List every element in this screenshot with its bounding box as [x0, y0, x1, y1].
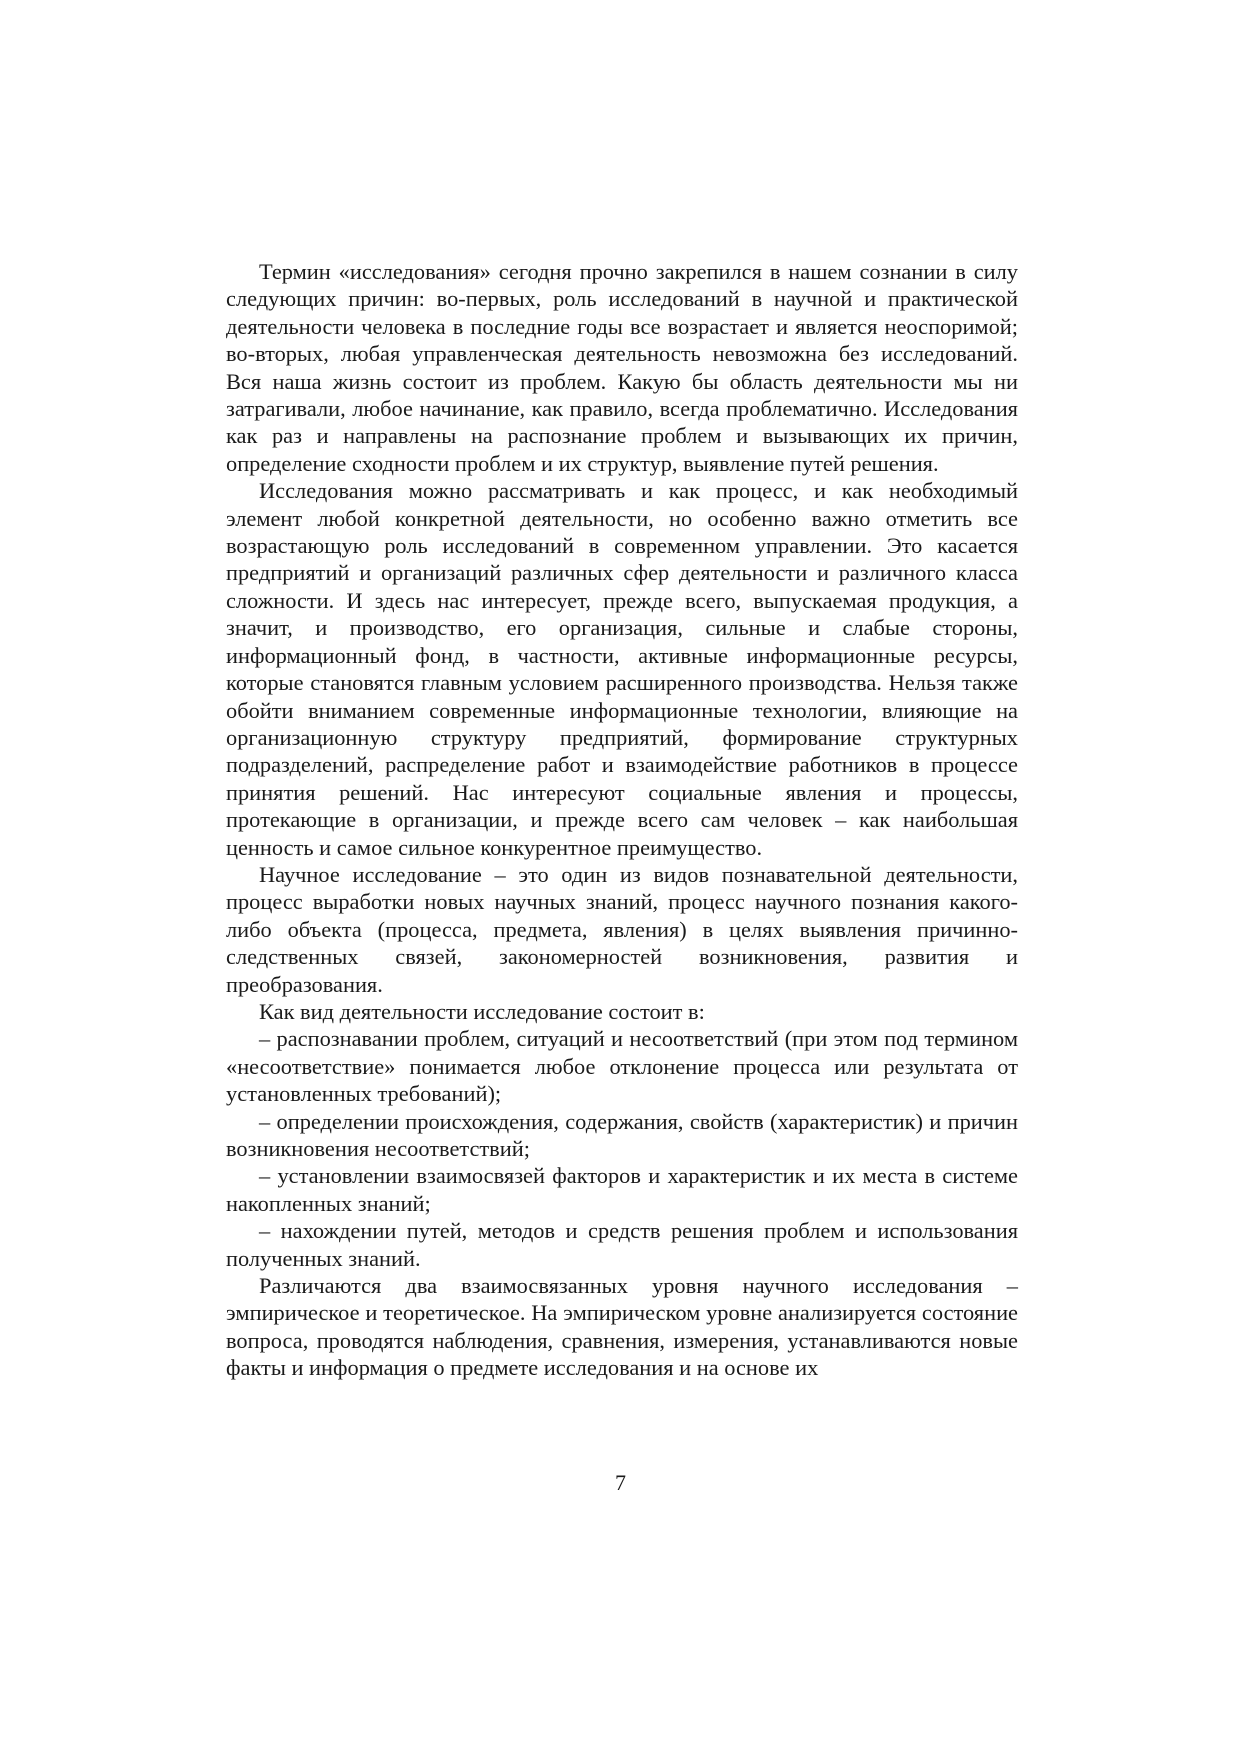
page-body [226, 258, 1018, 1382]
list-item-recognition: – распознавании проблем, ситуаций и несоответствий (при этом под термином «несоответствие» понимается любое отклонение процесса или результата от установленных требований); [226, 1026, 1018, 1107]
list-item-relationships: – установлении взаимосвязей факторов и характеристик и их места в системе накопленных знаний; [226, 1163, 1018, 1216]
paragraph-activity-intro: Как вид деятельности исследование состоит в: [259, 998, 705, 1024]
paragraph-research-term: Термин «исследования» сегодня прочно закрепился в нашем сознании в силу следующих причин: во-первых, роль исследований в научной и практической деятельности человека в последние годы все возрастает и является неоспоримой; во-вторых, любая управленческая деятельность невозможна без исследований. Вся наша жизнь состоит из проблем. Какую бы область деятельности мы ни затрагивали, любое начинание, как правило, всегда проблематично. Исследования как раз и направлены на распознание проблем и вызывающих их причин, определение сходности проблем и их структур, выявление путей решения. [226, 259, 1018, 476]
paragraph-research-process: Исследования можно рассматривать и как процесс, и как необходимый элемент любой конкретной деятельности, но особенно важно отметить все возрастающую роль исследований в современном управлении. Это касается предприятий и организаций различных сфер деятельности и различного класса сложности. И здесь нас интересует, прежде всего, выпускаемая продукция, а значит, и производство, его организация, сильные и слабые стороны, информационный фонд, в частности, активные информационные ресурсы, которые становятся главным условием расширенного производства. Нельзя также обойти вниманием современные информационные технологии, влияющие на организационную структуру предприятий, формирование структурных подразделений, распределение работ и взаимодействие работников в процессе принятия решений. Нас интересуют социальные явления и процессы, протекающие в организации, и прежде всего сам человек – как наибольшая ценность и самое сильное конкурентное преимущество. [226, 478, 1018, 860]
list-item-definition: – определении происхождения, содержания, свойств (характеристик) и причин возникновения несоответствий; [226, 1108, 1018, 1161]
list-item-solutions: – нахождении путей, методов и средств решения проблем и использования полученных знаний. [226, 1218, 1018, 1271]
paragraph-research-levels: Различаются два взаимосвязанных уровня научного исследования – эмпирическое и теоретическое. На эмпирическом уровне анализируется состояние вопроса, проводятся наблюдения, сравнения, измерения, устанавливаются новые факты и информация о предмете исследования и на основе их [226, 1273, 1018, 1381]
page-number: 7 [615, 1470, 626, 1495]
paragraph-scientific-research: Научное исследование – это один из видов познавательной деятельности, процесс выработки новых научных знаний, процесс научного познания какого-либо объекта (процесса, предмета, явления) в целях выявления причинно-следственных связей, закономерностей возникновения, развития и преобразования. [226, 861, 1018, 997]
